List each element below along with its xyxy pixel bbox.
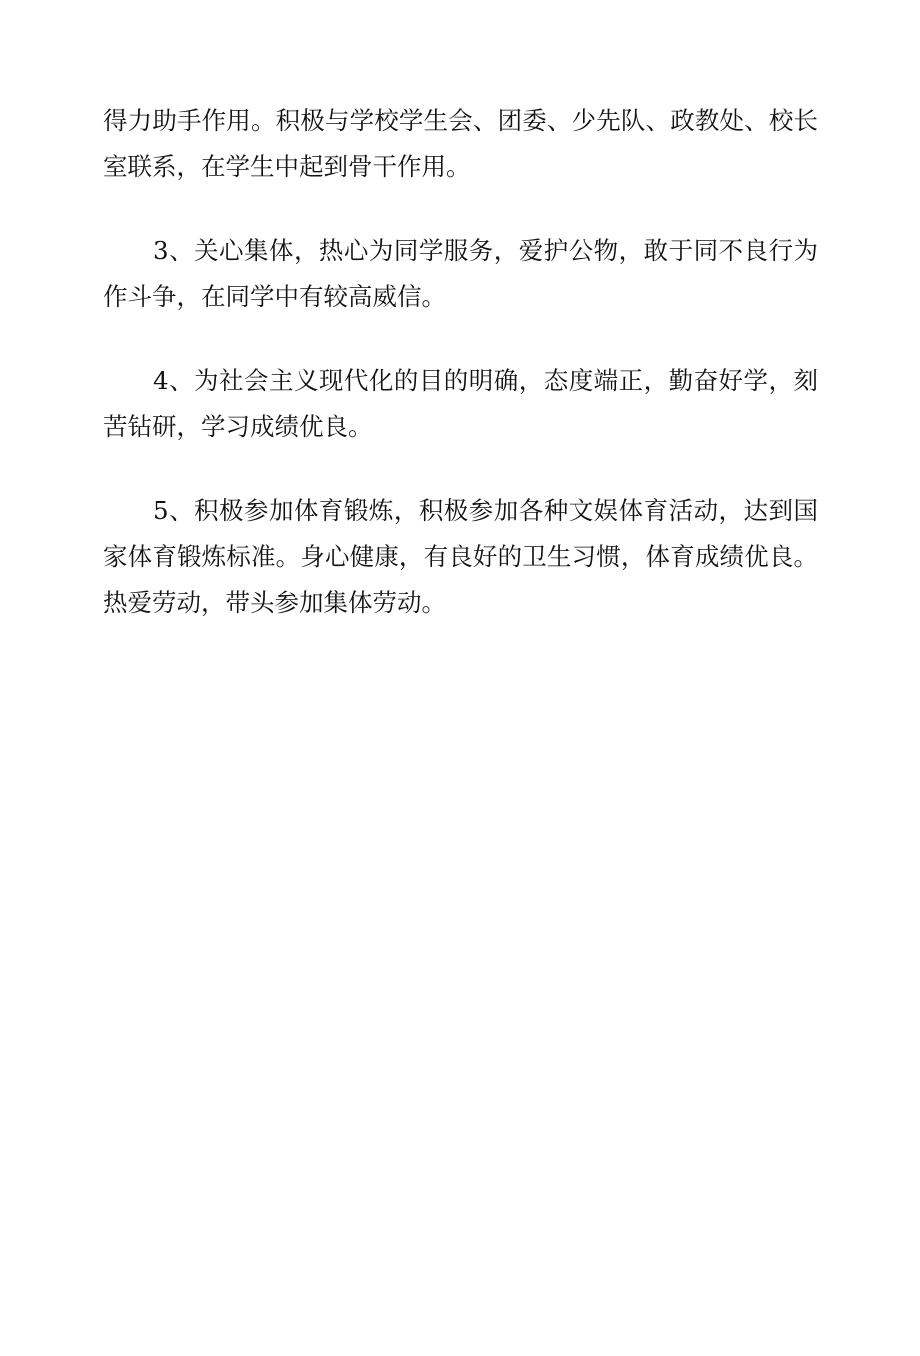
paragraph-item-4: 4、为社会主义现代化的目的明确，态度端正，勤奋好学，刻苦钻研，学习成绩优良。 [103,366,818,441]
paragraph-continued: 得力助手作用。积极与学校学生会、团委、少先队、政教处、校长室联系，在学生中起到骨干作用。 [103,106,818,181]
paragraph-item-5: 5、积极参加体育锻炼，积极参加各种文娱体育活动，达到国家体育锻炼标准。身心健康，有良好的卫生习惯，体育成绩优良。热爱劳动，带头参加集体劳动。 [103,496,818,617]
paragraph-item-3: 3、关心集体，热心为同学服务，爱护公物，敢于同不良行为作斗争，在同学中有较高威信。 [103,236,818,311]
document-body [103,98,818,626]
